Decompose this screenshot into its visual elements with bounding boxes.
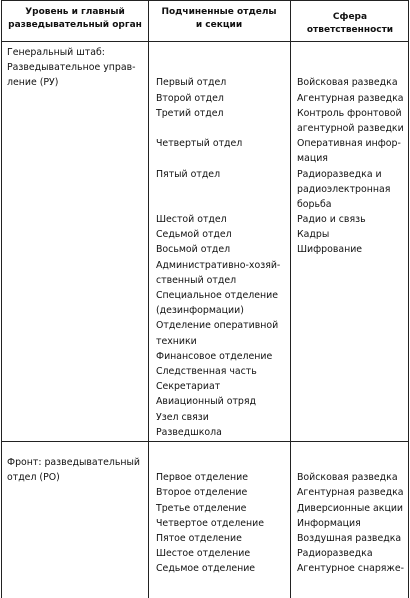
dept-line: Пятое отделение xyxy=(156,532,242,544)
header-level: Уровень и главный разведывательный орган xyxy=(8,7,142,30)
resp-line: Агентурная разведка xyxy=(297,487,404,499)
resp-line: Контроль фронтовой xyxy=(297,107,402,119)
resp-line: Войсковая разведка xyxy=(297,472,398,484)
section-2-level xyxy=(7,455,140,485)
resp-line: радиоэлектронная xyxy=(297,183,391,195)
level-line: Генеральный штаб: xyxy=(7,47,105,58)
column-divider-2 xyxy=(290,0,291,598)
resp-line: Информация xyxy=(297,517,361,529)
dept-line xyxy=(156,455,264,470)
resp-line: Агентурное снаряже- xyxy=(297,563,405,575)
dept-line xyxy=(156,60,280,75)
resp-line: агентурной разведки xyxy=(297,122,404,134)
resp-line: Агентурная разведка xyxy=(297,92,404,104)
resp-line: Диверсионные акции xyxy=(297,502,404,514)
dept-line: Шестой отдел xyxy=(156,214,227,226)
section-divider xyxy=(2,441,408,442)
dept-line: Второе отделение xyxy=(156,487,248,499)
resp-line xyxy=(297,45,404,60)
section-1-level xyxy=(7,45,135,91)
resp-line: Кадры xyxy=(297,229,330,241)
dept-line: Следственная часть xyxy=(156,365,257,377)
level-line: Разведывательное управ- xyxy=(7,62,136,74)
dept-line: (дезинформации) xyxy=(156,305,244,317)
dept-line: Четвертый отдел xyxy=(156,138,243,150)
resp-line: Шифрование xyxy=(297,244,363,256)
resp-line: борьба xyxy=(297,198,332,210)
dept-line: Первое отделение xyxy=(156,472,248,484)
intelligence-structure-table xyxy=(1,0,409,598)
resp-line: Радиоразведка и xyxy=(297,168,382,180)
dept-line: Первый отдел xyxy=(156,77,227,89)
level-line: Фронт: разведывательный xyxy=(7,457,140,468)
resp-line: Войсковая разведка xyxy=(297,77,398,89)
header-divider xyxy=(2,41,408,42)
dept-line: Отделение оперативной xyxy=(156,320,279,332)
resp-line xyxy=(297,455,404,470)
dept-line: Третий отдел xyxy=(156,107,224,119)
dept-line: Четвертое отделение xyxy=(156,517,265,529)
dept-line xyxy=(156,121,280,136)
section-2-departments xyxy=(156,455,264,577)
dept-line: Седьмое отделение xyxy=(156,563,256,575)
dept-line: ственный отдел xyxy=(156,274,237,286)
dept-line: Третье отделение xyxy=(156,502,247,514)
dept-line: Узел связи xyxy=(156,411,209,423)
dept-line xyxy=(156,151,280,166)
dept-line xyxy=(156,182,280,197)
section-1-responsibility xyxy=(297,45,404,258)
header-departments: Подчиненные отделы и секции xyxy=(161,7,277,30)
dept-line: Административно-хозяй- xyxy=(156,259,281,271)
resp-line xyxy=(297,60,404,75)
dept-line: Пятый отдел xyxy=(156,168,221,180)
level-line: отдел (РО) xyxy=(7,472,60,484)
level-line: ление (РУ) xyxy=(7,77,59,89)
column-divider-1 xyxy=(148,0,149,598)
resp-line: мация xyxy=(297,153,328,165)
dept-line: Разведшкола xyxy=(156,426,222,438)
resp-line: Радио и связь xyxy=(297,214,366,226)
dept-line: Второй отдел xyxy=(156,92,224,104)
header-responsibility: Сфера ответственности xyxy=(306,12,394,35)
table-top-border xyxy=(2,0,408,1)
dept-line: Авиационный отряд xyxy=(156,396,256,408)
resp-line: Оперативная инфор- xyxy=(297,138,401,150)
section-2-responsibility xyxy=(297,455,404,577)
dept-line: Восьмой отдел xyxy=(156,244,231,256)
resp-line: Воздушная разведка xyxy=(297,532,402,544)
dept-line: Секретариат xyxy=(156,381,221,393)
dept-line xyxy=(156,197,280,212)
dept-line: Специальное отделение xyxy=(156,290,278,301)
dept-line: Седьмой отдел xyxy=(156,229,232,241)
resp-line: Радиоразведка xyxy=(297,548,373,560)
dept-line xyxy=(156,45,280,60)
dept-line: Шестое отделение xyxy=(156,548,251,560)
section-1-departments xyxy=(156,45,280,440)
dept-line: Финансовое отделение xyxy=(156,350,273,362)
dept-line: техники xyxy=(156,335,197,347)
